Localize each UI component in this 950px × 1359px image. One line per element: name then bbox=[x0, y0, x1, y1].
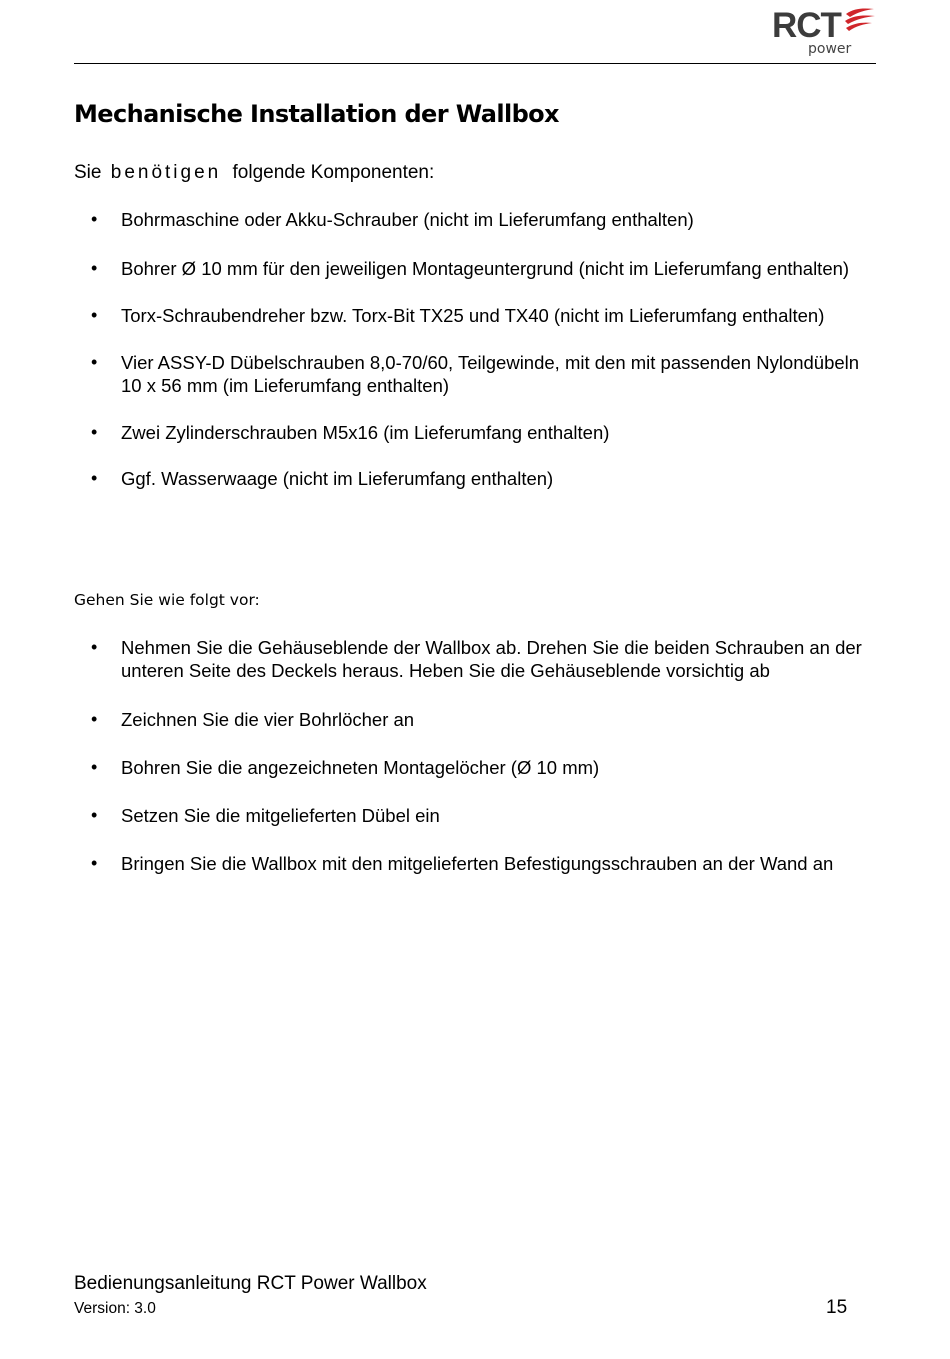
list-item-text: Setzen Sie die mitgelieferten Dübel ein bbox=[121, 805, 440, 826]
list-item-text: Zeichnen Sie die vier Bohrlöcher an bbox=[121, 709, 415, 730]
logo-brand-text: RCT bbox=[772, 6, 841, 45]
list-item bbox=[74, 304, 874, 327]
footer-document-title: Bedienungsanleitung RCT Power Wallbox bbox=[74, 1273, 427, 1294]
footer-version: Version: 3.0 bbox=[74, 1300, 156, 1317]
list-item bbox=[74, 467, 874, 490]
rct-swoosh-logo-icon bbox=[844, 6, 876, 32]
list-item-text: Torx-Schraubendreher bzw. Torx-Bit TX25 und TX40 (nicht im Lieferumfang enthalten) bbox=[121, 305, 825, 326]
intro-part-1: Sie bbox=[74, 162, 102, 183]
section-title: Mechanische Installation der Wallbox bbox=[74, 100, 559, 128]
list-item bbox=[74, 208, 874, 231]
list-item-text: Bohren Sie die angezeichneten Montagelöcher (Ø 10 mm) bbox=[121, 757, 600, 778]
intro-part-2: benötigen bbox=[110, 162, 222, 183]
list-item bbox=[74, 351, 874, 397]
list-item bbox=[74, 852, 874, 875]
list-item bbox=[74, 756, 874, 779]
intro-part-3: folgende Komponenten: bbox=[232, 162, 435, 183]
components-intro bbox=[74, 161, 434, 185]
bullet-icon: • bbox=[91, 209, 98, 229]
list-item-text: Ggf. Wasserwaage (nicht im Lieferumfang enthalten) bbox=[121, 468, 554, 489]
page-number: 15 bbox=[826, 1297, 848, 1318]
list-item-text: Zwei Zylinderschrauben M5x16 (im Lieferumfang enthalten) bbox=[121, 422, 610, 443]
bullet-icon: • bbox=[91, 757, 98, 777]
components-list bbox=[74, 208, 874, 490]
list-item-text: Nehmen Sie die Gehäuseblende der Wallbox ab. Drehen Sie die beiden Schrauben an der unteren Seite des Deckels heraus. Heben Sie die Gehäuseblende vorsichtig ab bbox=[121, 637, 862, 681]
list-item bbox=[74, 257, 874, 280]
bullet-icon: • bbox=[91, 637, 98, 657]
list-item-text: Bohrmaschine oder Akku-Schrauber (nicht im Lieferumfang enthalten) bbox=[121, 209, 694, 230]
bullet-icon: • bbox=[91, 805, 98, 825]
bullet-icon: • bbox=[91, 709, 98, 729]
bullet-icon: • bbox=[91, 422, 98, 442]
bullet-icon: • bbox=[91, 352, 98, 372]
list-item bbox=[74, 804, 874, 827]
list-item bbox=[74, 421, 874, 444]
bullet-icon: • bbox=[91, 468, 98, 488]
list-item-text: Vier ASSY-D Dübelschrauben 8,0-70/60, Teilgewinde, mit den mit passenden Nylondübeln 10 x 56 mm (im Lieferumfang enthalten) bbox=[121, 352, 860, 396]
list-item bbox=[74, 636, 874, 682]
steps-list bbox=[74, 636, 874, 875]
list-item-text: Bringen Sie die Wallbox mit den mitgelieferten Befestigungsschrauben an der Wand an bbox=[121, 853, 834, 874]
list-item-text: Bohrer Ø 10 mm für den jeweiligen Montageuntergrund (nicht im Lieferumfang enthalten) bbox=[121, 258, 850, 279]
procedure-intro: Gehen Sie wie folgt vor: bbox=[74, 591, 260, 609]
bullet-icon: • bbox=[91, 853, 98, 873]
bullet-icon: • bbox=[91, 305, 98, 325]
rct-power-logo bbox=[770, 4, 876, 60]
header-divider bbox=[74, 63, 876, 64]
list-item bbox=[74, 708, 874, 731]
bullet-icon: • bbox=[91, 258, 98, 278]
logo-sub-text: power bbox=[808, 41, 852, 57]
